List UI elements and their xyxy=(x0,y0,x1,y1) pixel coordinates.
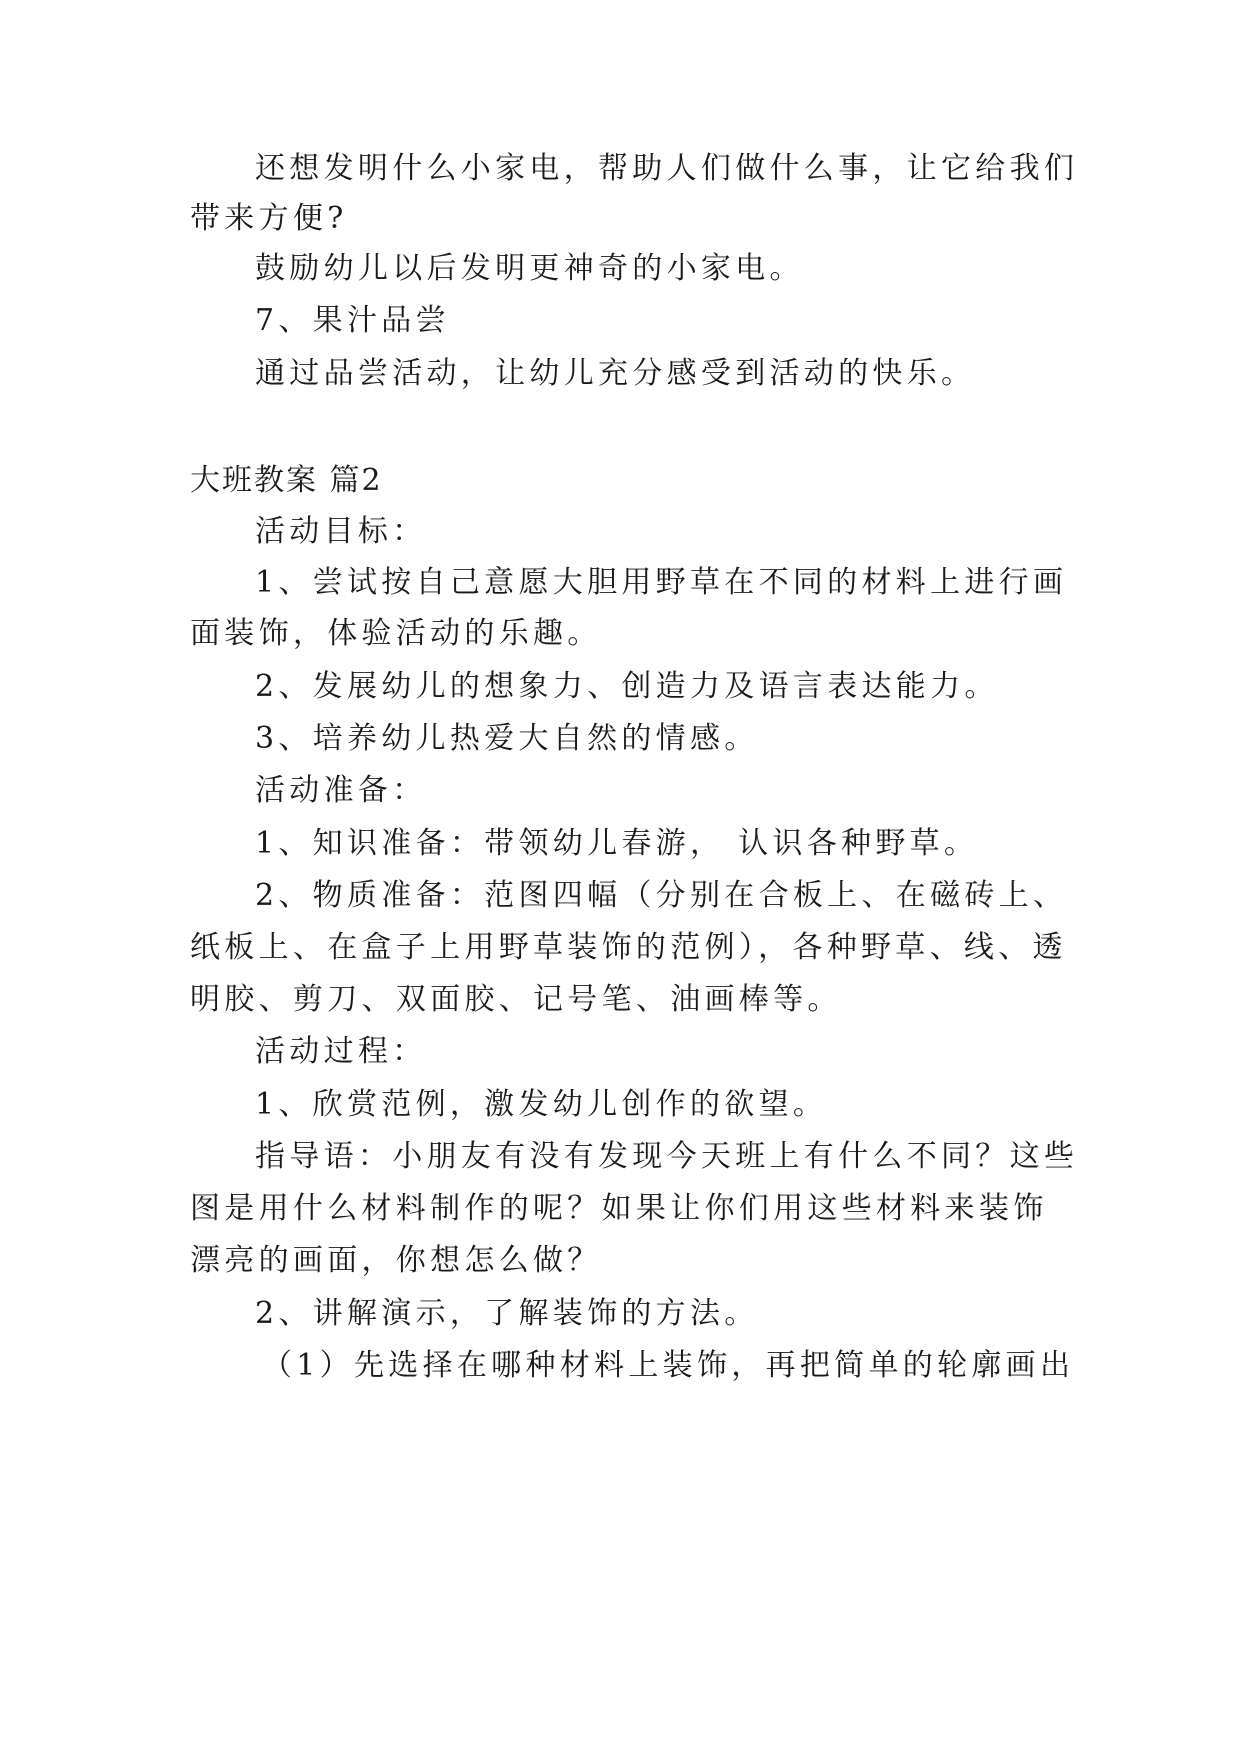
paragraph-line: 2、发展幼儿的想象力、创造力及语言表达能力。 xyxy=(255,669,999,704)
paragraph-line: 图是用什么材料制作的呢？如果让你们用这些材料来装饰 xyxy=(190,1191,1048,1226)
subheading-preparation: 活动准备： xyxy=(255,773,427,808)
paragraph-line: 还想发明什么小家电，帮助人们做什么事，让它给我们 xyxy=(255,151,1079,186)
paragraph-line: 漂亮的画面，你想怎么做？ xyxy=(190,1243,602,1278)
paragraph-line: 鼓励幼儿以后发明更神奇的小家电。 xyxy=(255,251,804,286)
paragraph-line: （1）先选择在哪种材料上装饰，再把简单的轮廓画出 xyxy=(262,1348,1075,1383)
paragraph-line: 1、尝试按自己意愿大胆用野草在不同的材料上进行画 xyxy=(255,565,1068,600)
paragraph-line: 1、知识准备：带领幼儿春游， 认识各种野草。 xyxy=(255,826,979,861)
paragraph-line: 带来方便? xyxy=(190,201,348,236)
subheading-process: 活动过程： xyxy=(255,1034,427,1069)
paragraph-line: 1、欣赏范例，激发幼儿创作的欲望。 xyxy=(255,1087,828,1122)
subheading-goals: 活动目标： xyxy=(255,514,427,549)
paragraph-line: 面装饰，体验活动的乐趣。 xyxy=(190,616,602,651)
paragraph-line: 通过品尝活动，让幼儿充分感受到活动的快乐。 xyxy=(255,356,976,391)
section-heading: 大班教案 篇2 xyxy=(190,463,383,498)
section-item: 7、果汁品尝 xyxy=(255,303,450,338)
paragraph-line: 纸板上、在盒子上用野草装饰的范例），各种野草、线、透 xyxy=(190,930,1067,965)
paragraph-line: 3、培养幼儿热爱大自然的情感。 xyxy=(255,721,759,756)
paragraph-line: 2、讲解演示，了解装饰的方法。 xyxy=(255,1296,759,1331)
paragraph-line: 明胶、剪刀、双面胶、记号笔、油画棒等。 xyxy=(190,982,842,1017)
paragraph-line: 指导语：小朋友有没有发现今天班上有什么不同？这些 xyxy=(255,1139,1079,1174)
paragraph-line: 2、物质准备：范图四幅（分别在合板上、在磁砖上、 xyxy=(255,878,1068,913)
